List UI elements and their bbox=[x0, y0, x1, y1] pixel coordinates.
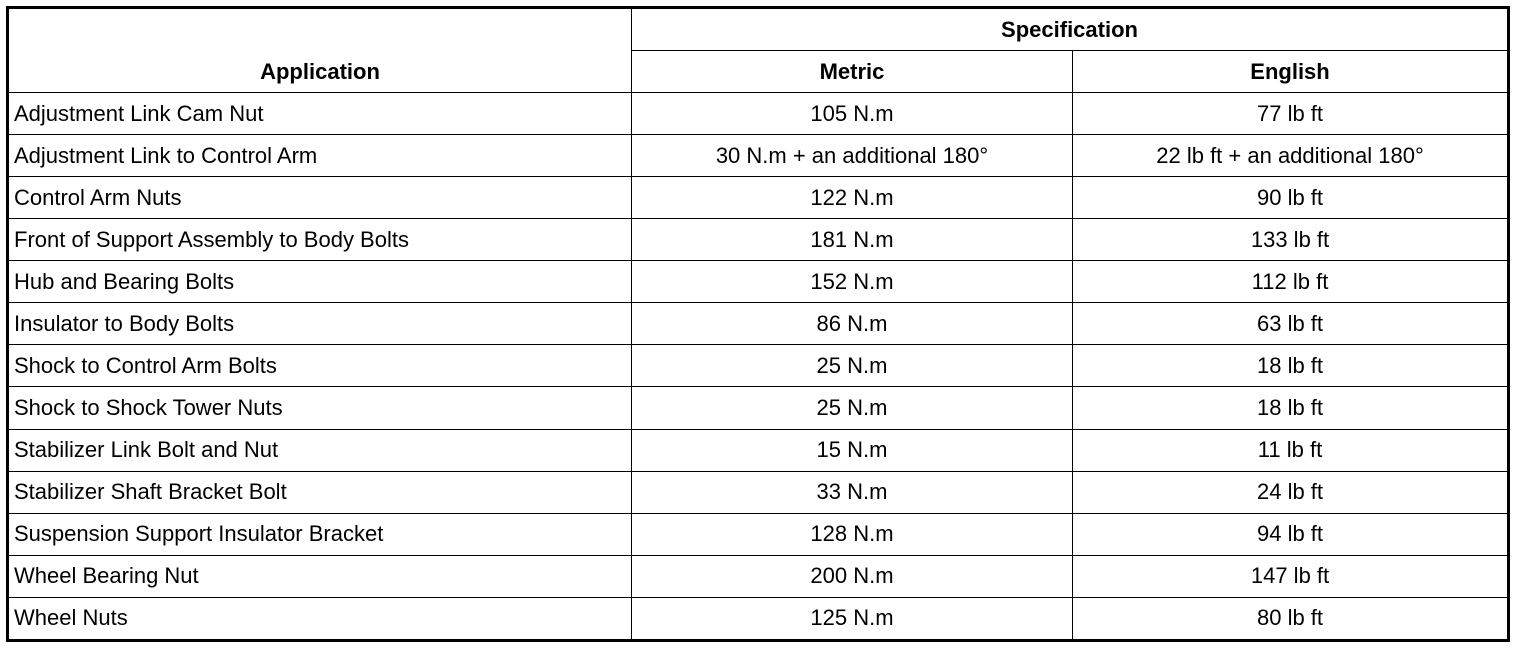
cell-application: Control Arm Nuts bbox=[8, 177, 632, 219]
cell-english: 112 lb ft bbox=[1073, 261, 1509, 303]
cell-metric: 33 N.m bbox=[632, 471, 1073, 513]
cell-english: 90 lb ft bbox=[1073, 177, 1509, 219]
table-body bbox=[8, 93, 1509, 641]
cell-metric: 181 N.m bbox=[632, 219, 1073, 261]
cell-english: 133 lb ft bbox=[1073, 219, 1509, 261]
cell-english: 80 lb ft bbox=[1073, 597, 1509, 640]
table-row bbox=[8, 177, 1509, 219]
table-row bbox=[8, 597, 1509, 640]
cell-application: Adjustment Link Cam Nut bbox=[8, 93, 632, 135]
cell-application: Stabilizer Shaft Bracket Bolt bbox=[8, 471, 632, 513]
cell-application: Wheel Bearing Nut bbox=[8, 555, 632, 597]
table-row bbox=[8, 513, 1509, 555]
column-header-application: Application bbox=[8, 8, 632, 93]
table-row bbox=[8, 387, 1509, 429]
cell-metric: 30 N.m + an additional 180° bbox=[632, 135, 1073, 177]
column-header-specification: Specification bbox=[632, 8, 1509, 51]
cell-application: Front of Support Assembly to Body Bolts bbox=[8, 219, 632, 261]
table-row bbox=[8, 471, 1509, 513]
cell-application: Adjustment Link to Control Arm bbox=[8, 135, 632, 177]
cell-metric: 122 N.m bbox=[632, 177, 1073, 219]
table-row bbox=[8, 345, 1509, 387]
cell-metric: 86 N.m bbox=[632, 303, 1073, 345]
cell-application: Suspension Support Insulator Bracket bbox=[8, 513, 632, 555]
cell-application: Shock to Control Arm Bolts bbox=[8, 345, 632, 387]
cell-english: 147 lb ft bbox=[1073, 555, 1509, 597]
cell-english: 94 lb ft bbox=[1073, 513, 1509, 555]
cell-english: 18 lb ft bbox=[1073, 387, 1509, 429]
header-row-top bbox=[8, 8, 1509, 51]
cell-metric: 152 N.m bbox=[632, 261, 1073, 303]
fastener-specification-table bbox=[6, 6, 1510, 642]
cell-application: Stabilizer Link Bolt and Nut bbox=[8, 429, 632, 471]
cell-metric: 25 N.m bbox=[632, 387, 1073, 429]
table-row bbox=[8, 135, 1509, 177]
table-row bbox=[8, 303, 1509, 345]
cell-metric: 15 N.m bbox=[632, 429, 1073, 471]
cell-english: 18 lb ft bbox=[1073, 345, 1509, 387]
table-row bbox=[8, 429, 1509, 471]
cell-application: Hub and Bearing Bolts bbox=[8, 261, 632, 303]
cell-metric: 25 N.m bbox=[632, 345, 1073, 387]
table-header bbox=[8, 8, 1509, 93]
cell-english: 24 lb ft bbox=[1073, 471, 1509, 513]
cell-application: Wheel Nuts bbox=[8, 597, 632, 640]
cell-application: Insulator to Body Bolts bbox=[8, 303, 632, 345]
cell-metric: 128 N.m bbox=[632, 513, 1073, 555]
cell-english: 22 lb ft + an additional 180° bbox=[1073, 135, 1509, 177]
table-row bbox=[8, 555, 1509, 597]
cell-english: 11 lb ft bbox=[1073, 429, 1509, 471]
cell-english: 77 lb ft bbox=[1073, 93, 1509, 135]
table-row bbox=[8, 93, 1509, 135]
cell-application: Shock to Shock Tower Nuts bbox=[8, 387, 632, 429]
cell-metric: 200 N.m bbox=[632, 555, 1073, 597]
table-row bbox=[8, 219, 1509, 261]
cell-english: 63 lb ft bbox=[1073, 303, 1509, 345]
table-row bbox=[8, 261, 1509, 303]
cell-metric: 105 N.m bbox=[632, 93, 1073, 135]
cell-metric: 125 N.m bbox=[632, 597, 1073, 640]
column-header-english: English bbox=[1073, 51, 1509, 93]
column-header-metric: Metric bbox=[632, 51, 1073, 93]
